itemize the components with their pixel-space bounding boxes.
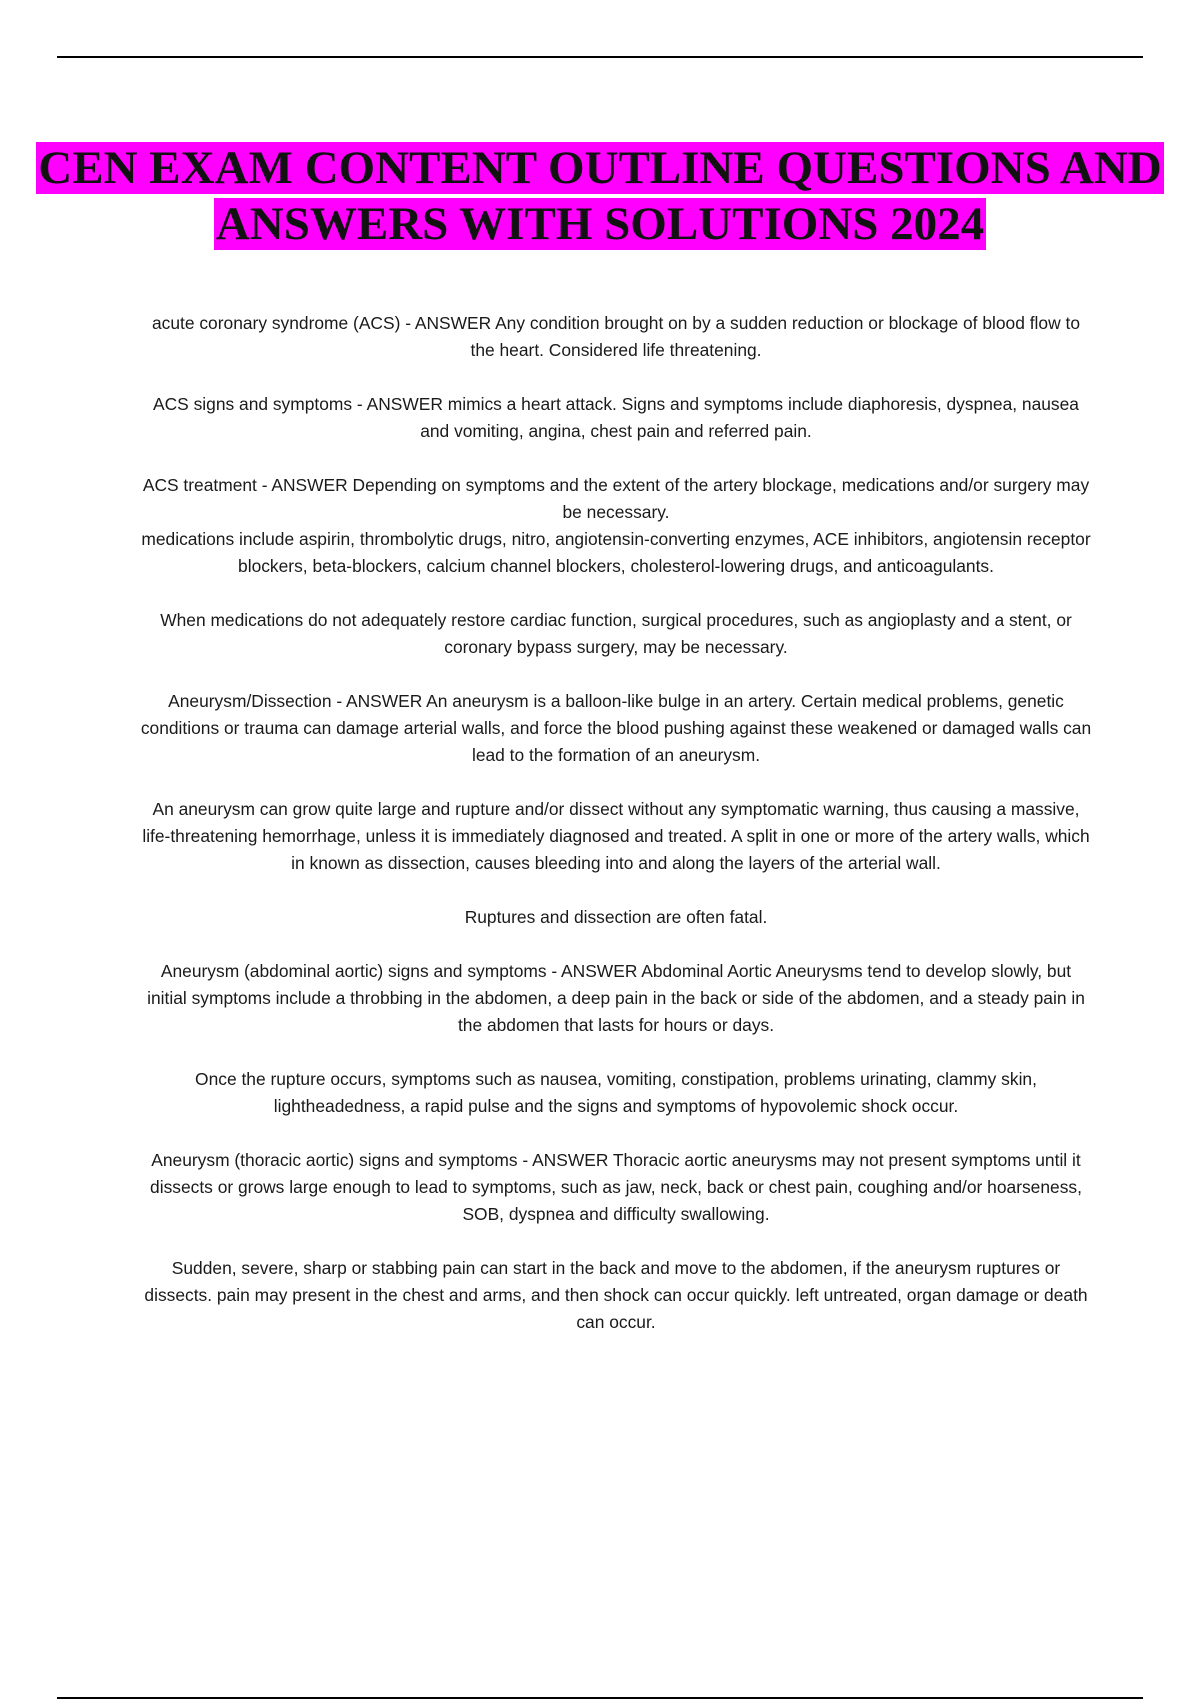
paragraph-acs-definition: acute coronary syndrome (ACS) - ANSWER Any condition brought on by a sudden reduction or blockage of blood flow to the heart. Considered life threatening. xyxy=(151,313,1080,360)
paragraph-rupture-symptoms: Once the rupture occurs, symptoms such as nausea, vomiting, constipation, problems urinating, clammy skin, lightheadedness, a rapid pulse and the signs and symptoms of hypovolemic shock occur. xyxy=(195,1069,1037,1116)
document-title xyxy=(0,140,1200,252)
paragraph-fatal: Ruptures and dissection are often fatal. xyxy=(464,907,768,927)
paragraph-thoracic-aortic: Aneurysm (thoracic aortic) signs and symptoms - ANSWER Thoracic aortic aneurysms may not present symptoms until it dissects or grows large enough to lead to symptoms, such as jaw, neck, back or chest pain, coughing and/or hoarseness, SOB, dyspnea and difficulty swallowing. xyxy=(150,1150,1082,1224)
paragraph-acs-treatment: ACS treatment - ANSWER Depending on symptoms and the extent of the artery blockage, medications and/or surgery may be necessary. xyxy=(142,475,1090,522)
footer-rule xyxy=(57,1697,1143,1699)
paragraph-acs-medications: medications include aspirin, thrombolytic drugs, nitro, angiotensin-converting enzymes, ACE inhibitors, angiotensin receptor blockers, beta-blockers, calcium channel blockers, cholesterol-lowering drugs, and anticoagulants. xyxy=(141,529,1091,576)
title-highlight: CEN EXAM CONTENT OUTLINE QUESTIONS AND ANSWERS WITH SOLUTIONS 2024 xyxy=(38,142,1162,250)
paragraph-aneurysm-dissection: Aneurysm/Dissection - ANSWER An aneurysm is a balloon-like bulge in an artery. Certain medical problems, genetic conditions or trauma can damage arterial walls, and force the blood pushing against these weakened or damaged walls can lead to the formation of an aneurysm. xyxy=(140,691,1092,765)
header-rule xyxy=(57,56,1143,58)
paragraph-acs-surgery: When medications do not adequately restore cardiac function, surgical procedures, such as angioplasty and a stent, or coronary bypass surgery, may be necessary. xyxy=(160,610,1072,657)
paragraph-sudden-pain: Sudden, severe, sharp or stabbing pain can start in the back and move to the abdomen, if the aneurysm ruptures or dissects. pain may present in the chest and arms, and then shock can occur quickly. left untreated, organ damage or death can occur. xyxy=(144,1258,1088,1332)
document-body xyxy=(140,310,1092,1363)
paragraph-acs-signs: ACS signs and symptoms - ANSWER mimics a heart attack. Signs and symptoms include diaphoresis, dyspnea, nausea and vomiting, angina, chest pain and referred pain. xyxy=(153,394,1079,441)
paragraph-aneurysm-rupture: An aneurysm can grow quite large and rupture and/or dissect without any symptomatic warning, thus causing a massive, life-threatening hemorrhage, unless it is immediately diagnosed and treated. A split in one or more of the artery walls, which in known as dissection, causes bleeding into and along the layers of the arterial wall. xyxy=(142,799,1090,873)
paragraph-abdominal-aortic: Aneurysm (abdominal aortic) signs and symptoms - ANSWER Abdominal Aortic Aneurysms tend to develop slowly, but initial symptoms include a throbbing in the abdomen, a deep pain in the back or side of the abdomen, and a steady pain in the abdomen that lasts for hours or days. xyxy=(147,961,1085,1035)
